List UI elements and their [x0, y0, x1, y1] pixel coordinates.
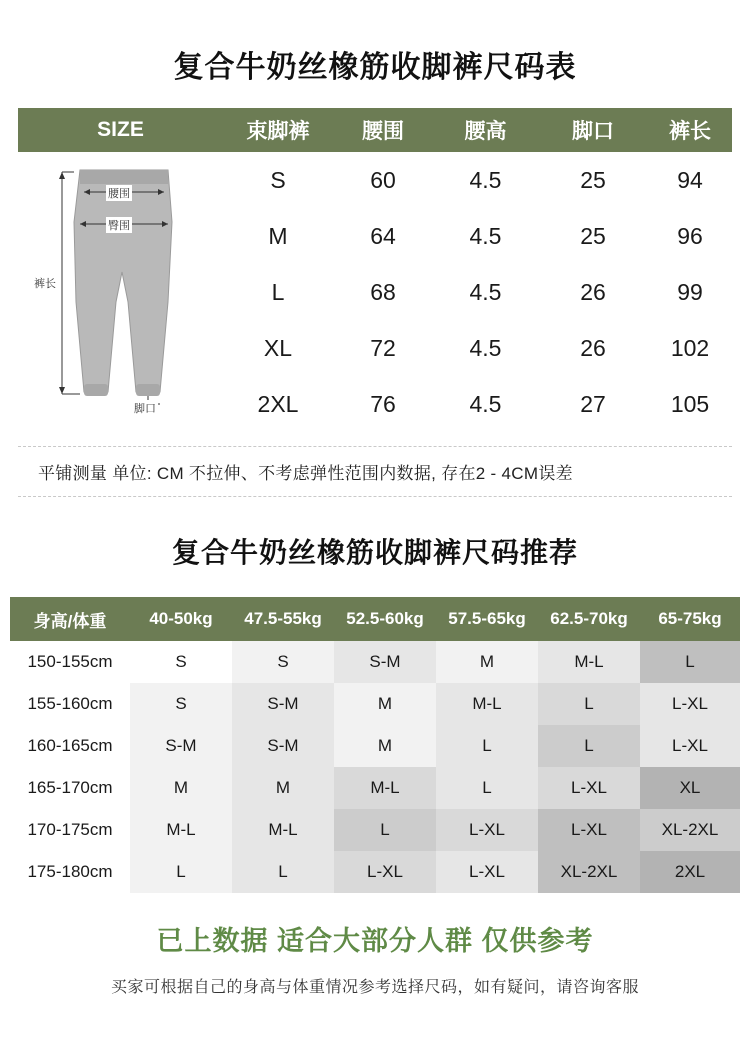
cell-waist: 64: [370, 222, 396, 249]
rec-cell: L: [640, 641, 740, 683]
recommendation-table: [0, 597, 750, 893]
header-weight-2: 47.5-55kg: [232, 597, 334, 641]
rec-cell: L: [130, 851, 232, 893]
cell-size: S: [270, 166, 286, 193]
rec-cell: 2XL: [640, 851, 740, 893]
rec-cell: M-L: [538, 641, 640, 683]
rec-cell: L: [538, 725, 640, 767]
cell-waist-height: 4.5: [469, 166, 502, 193]
header-weight-5: 62.5-70kg: [538, 597, 640, 641]
footer-highlight: 已上数据 适合大部分人群 仅供参考: [156, 926, 594, 956]
rec-cell: M-L: [436, 683, 538, 725]
table-row: [223, 264, 732, 320]
measurement-note: [18, 446, 732, 497]
cell-length: 96: [677, 222, 703, 249]
table-row: [10, 683, 740, 725]
recommendation-title: 复合牛奶丝橡筋收脚裤尺码推荐: [171, 537, 578, 568]
cell-waist-height: 4.5: [469, 222, 502, 249]
header-weight-1: 40-50kg: [130, 597, 232, 641]
rec-cell: S: [130, 641, 232, 683]
cell-length: 102: [670, 334, 710, 361]
header-weight-3: 52.5-60kg: [334, 597, 436, 641]
header-waist: 腰围: [362, 120, 404, 143]
rec-cell: M: [232, 767, 334, 809]
row-height: 150-155cm: [10, 641, 130, 683]
rec-cell: L: [538, 683, 640, 725]
cell-size: M: [268, 222, 288, 249]
rec-cell: L-XL: [538, 767, 640, 809]
header-cuff: 脚口: [572, 120, 614, 143]
table-row: [223, 376, 732, 432]
table-row: [10, 809, 740, 851]
cell-waist: 60: [370, 166, 396, 193]
table-row: [10, 851, 740, 893]
rec-cell: L-XL: [436, 809, 538, 851]
rec-cell: M-L: [334, 767, 436, 809]
table-row: [10, 725, 740, 767]
row-height: 165-170cm: [10, 767, 130, 809]
rec-cell: M-L: [232, 809, 334, 851]
rec-cell: M: [130, 767, 232, 809]
rec-cell: S: [130, 683, 232, 725]
rec-cell: L: [436, 767, 538, 809]
page-title: 复合牛奶丝橡筋收脚裤尺码表: [173, 51, 577, 84]
size-table-header: [18, 108, 732, 152]
table-row: [223, 208, 732, 264]
rec-cell: S-M: [334, 641, 436, 683]
rec-cell: L-XL: [640, 725, 740, 767]
cell-cuff: 25: [580, 222, 606, 249]
row-height: 155-160cm: [10, 683, 130, 725]
table-row: [223, 320, 732, 376]
rec-cell: S: [232, 641, 334, 683]
figure-label-length: 裤长: [32, 275, 58, 291]
rec-cell: XL: [640, 767, 740, 809]
figure-label-waist: 腰围: [106, 185, 132, 201]
cell-cuff: 25: [580, 166, 606, 193]
rec-cell: L-XL: [640, 683, 740, 725]
rec-cell: M: [436, 641, 538, 683]
recommend-header-row: [10, 597, 740, 641]
cell-length: 105: [670, 390, 710, 417]
rec-cell: L-XL: [436, 851, 538, 893]
rec-cell: M: [334, 725, 436, 767]
rec-cell: S-M: [232, 725, 334, 767]
cell-size: 2XL: [257, 390, 299, 417]
cell-waist: 76: [370, 390, 396, 417]
size-table-body: [18, 152, 732, 432]
cell-waist-height: 4.5: [469, 390, 502, 417]
size-rows: [223, 152, 732, 432]
table-row: [10, 767, 740, 809]
rec-cell: L: [334, 809, 436, 851]
size-table: [0, 108, 750, 432]
rec-cell: S-M: [232, 683, 334, 725]
cell-length: 94: [677, 166, 703, 193]
header-size: SIZE: [97, 118, 144, 141]
row-height: 160-165cm: [10, 725, 130, 767]
cell-cuff: 26: [580, 278, 606, 305]
rec-cell: M-L: [130, 809, 232, 851]
rec-cell: XL-2XL: [538, 851, 640, 893]
measurement-note-text: 平铺测量 单位: CM 不拉伸、不考虑弹性范围内数据, 存在2 - 4CM误差: [38, 464, 573, 483]
cell-waist-height: 4.5: [469, 334, 502, 361]
cell-waist: 72: [370, 334, 396, 361]
rec-cell: L-XL: [538, 809, 640, 851]
row-height: 175-180cm: [10, 851, 130, 893]
cell-size: L: [271, 278, 285, 305]
cell-waist-height: 4.5: [469, 278, 502, 305]
figure-label-cuff: 脚口: [132, 400, 158, 416]
pants-diagram: [18, 152, 223, 432]
cell-waist: 68: [370, 278, 396, 305]
figure-label-hip: 臀围: [106, 217, 132, 233]
rec-cell: L-XL: [334, 851, 436, 893]
cell-length: 99: [677, 278, 703, 305]
header-waist-height: 腰高: [464, 120, 507, 143]
footer-note: 买家可根据自己的身高与体重情况参考选择尺码，如有疑问，请咨询客服: [110, 979, 639, 996]
rec-cell: M: [334, 683, 436, 725]
header-weight-6: 65-75kg: [640, 597, 740, 641]
header-length: 裤长: [669, 120, 711, 143]
cell-cuff: 27: [580, 390, 606, 417]
header-weight-4: 57.5-65kg: [436, 597, 538, 641]
cell-size: XL: [263, 334, 293, 361]
table-row: [223, 152, 732, 208]
rec-cell: L: [436, 725, 538, 767]
header-product: 束脚裤: [246, 120, 310, 143]
header-height-weight: 身高/体重: [10, 597, 130, 641]
table-row: [10, 641, 740, 683]
rec-cell: XL-2XL: [640, 809, 740, 851]
rec-cell: L: [232, 851, 334, 893]
cell-cuff: 26: [580, 334, 606, 361]
rec-cell: S-M: [130, 725, 232, 767]
row-height: 170-175cm: [10, 809, 130, 851]
